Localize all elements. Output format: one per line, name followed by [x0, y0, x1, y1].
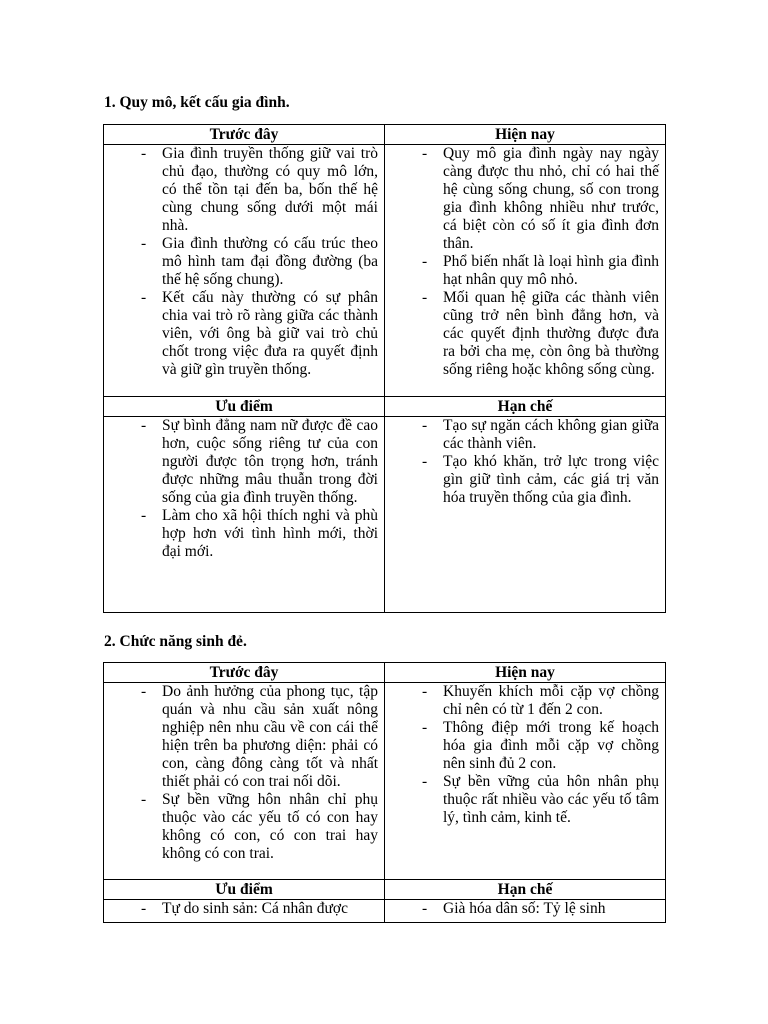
table-header-row [104, 663, 666, 683]
list-item: - Sự bền vững của hôn nhân phụ thuộc rất nhiều vào các yếu tố tâm lý, tình cảm, kinh tế. [385, 773, 659, 827]
list-item: - Khuyến khích mỗi cặp vợ chồng chỉ nên có từ 1 đến 2 con. [385, 683, 659, 719]
header-limitations: Hạn chế [385, 880, 666, 900]
before-cell [104, 683, 385, 880]
table-row [104, 145, 666, 397]
list-item: - Mối quan hệ giữa các thành viên cũng trở nên bình đẳng hơn, và các quyết định thường được đưa ra bởi cha mẹ, còn ông bà thường sống riêng hoặc không sống cùng. [385, 289, 659, 379]
list-item: - Tự do sinh sản: Cá nhân được [104, 900, 378, 918]
section-1-heading: 1. Quy mô, kết cấu gia đình. [104, 94, 290, 111]
limitations-cell [385, 417, 666, 613]
header-before: Trước đây [104, 125, 385, 145]
before-cell [104, 145, 385, 397]
advantages-cell [104, 900, 385, 923]
section-2-table [103, 662, 666, 923]
list-item: - Do ảnh hưởng của phong tục, tập quán và nhu cầu sản xuất nông nghiệp nên nhu cầu về con cái thể hiện trên ba phương diện: phải có con, càng đông càng tốt và nhất thiết phải có con trai nối dõi. [104, 683, 378, 791]
list-item: - Gia đình thường có cấu trúc theo mô hình tam đại đồng đường (ba thế hệ sống chung). [104, 235, 378, 289]
list-item: - Kết cấu này thường có sự phân chia vai trò rõ ràng giữa các thành viên, với ông bà giữ vai trò chủ chốt trong việc đưa ra quyết định và giữ gìn truyền thống. [104, 289, 378, 379]
header-limitations: Hạn chế [385, 397, 666, 417]
list-item: - Gia đình truyền thống giữ vai trò chủ đạo, thường có quy mô lớn, có thể tồn tại đến ba, bốn thế hệ cùng chung sống dưới một mái nhà. [104, 145, 378, 235]
list-item: - Sự bền vững hôn nhân chỉ phụ thuộc vào các yếu tố có con hay không có con, có con trai hay không có con trai. [104, 791, 378, 863]
now-cell [385, 145, 666, 397]
section-2-heading: 2. Chức năng sinh đẻ. [104, 633, 247, 650]
table-row [104, 683, 666, 880]
table-header-row [104, 125, 666, 145]
header-before: Trước đây [104, 663, 385, 683]
limitations-cell [385, 900, 666, 923]
now-cell [385, 683, 666, 880]
list-item: - Tạo sự ngăn cách không gian giữa các thành viên. [385, 417, 659, 453]
advantages-cell [104, 417, 385, 613]
header-now: Hiện nay [385, 663, 666, 683]
list-item: - Già hóa dân số: Tỷ lệ sinh [385, 900, 659, 918]
table-header-row [104, 397, 666, 417]
list-item: - Sự bình đẳng nam nữ được đề cao hơn, cuộc sống riêng tư của con người được tôn trọng hơn, tránh được những mâu thuẫn trong đời sống của gia đình truyền thống. [104, 417, 378, 507]
list-item: - Tạo khó khăn, trở lực trong việc gìn giữ tình cảm, các giá trị văn hóa truyền thống của gia đình. [385, 453, 659, 507]
header-advantages: Ưu điểm [104, 880, 385, 900]
header-advantages: Ưu điểm [104, 397, 385, 417]
table-row [104, 900, 666, 923]
list-item: - Phổ biến nhất là loại hình gia đình hạt nhân quy mô nhỏ. [385, 253, 659, 289]
list-item: - Thông điệp mới trong kế hoạch hóa gia đình mỗi cặp vợ chồng nên sinh đủ 2 con. [385, 719, 659, 773]
list-item: - Làm cho xã hội thích nghi và phù hợp hơn với tình hình mới, thời đại mới. [104, 507, 378, 561]
table-row [104, 417, 666, 613]
table-header-row [104, 880, 666, 900]
section-1-table [103, 124, 666, 613]
header-now: Hiện nay [385, 125, 666, 145]
list-item: - Quy mô gia đình ngày nay ngày càng được thu nhỏ, chỉ có hai thế hệ cùng sống chung, số con trong gia đình không nhiều như trước, cá biệt còn có số ít gia đình đơn thân. [385, 145, 659, 253]
